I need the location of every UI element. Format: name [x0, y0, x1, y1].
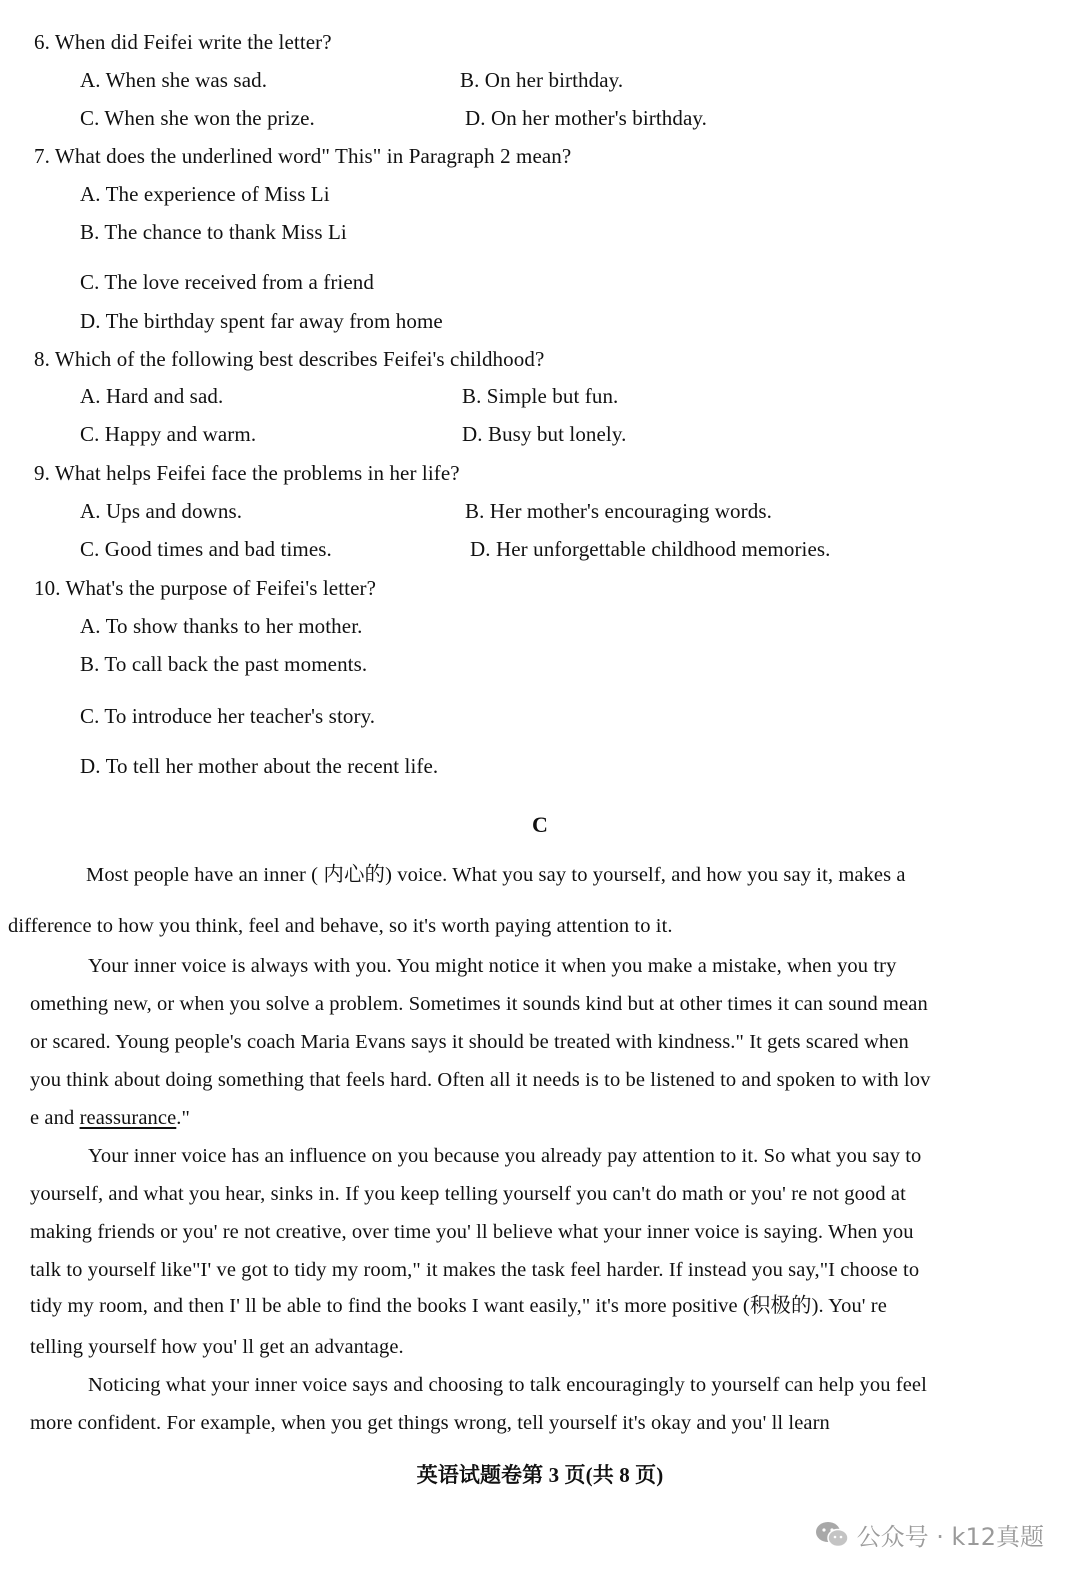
question-8-option-b: B. Simple but fun. [462, 384, 619, 408]
question-9-option-b: B. Her mother's encouraging words. [465, 499, 772, 523]
question-6-option-d: D. On her mother's birthday. [465, 106, 708, 130]
question-10-option-a: A. To show thanks to her mother. [80, 614, 363, 638]
question-8-option-d: D. Busy but lonely. [462, 422, 627, 446]
passage-p3-line-5: tidy my room, and then I' ll be able to find the books I want easily," it's more positive (积极的). You' re [30, 1295, 887, 1317]
passage-p2-last-suffix: ." [176, 1107, 190, 1129]
passage-p2-line-4: you think about doing something that feels hard. Often all it needs is to be listened to and spoken to with lov [30, 1069, 931, 1091]
question-7-stem: 7. What does the underlined word" This" in Paragraph 2 mean? [34, 144, 572, 168]
question-9-option-a: A. Ups and downs. [80, 499, 243, 523]
question-7-option-a: A. The experience of Miss Li [80, 182, 330, 206]
question-9-option-c: C. Good times and bad times. [80, 537, 332, 561]
watermark [815, 1517, 1044, 1552]
question-8-option-c: C. Happy and warm. [80, 422, 257, 446]
question-10-option-c: C. To introduce her teacher's story. [80, 704, 376, 728]
question-10-option-d: D. To tell her mother about the recent life. [80, 754, 439, 778]
passage-p2-line-3: or scared. Young people's coach Maria Evans says it should be treated with kindness." It gets scared when [30, 1031, 909, 1053]
question-7-option-b: B. The chance to thank Miss Li [80, 220, 347, 244]
question-9-option-d: D. Her unforgettable childhood memories. [470, 537, 831, 561]
question-6-option-b: B. On her birthday. [460, 68, 624, 92]
passage-p2-line-2: omething new, or when you solve a problem. Sometimes it sounds kind but at other times it can sound mean [30, 993, 928, 1015]
passage-p4-line-2: more confident. For example, when you get things wrong, tell yourself it's okay and you' ll learn [30, 1412, 830, 1434]
passage-p3-line-4: talk to yourself like"I' ve got to tidy my room," it makes the task feel harder. If instead you say,"I choose to [30, 1259, 920, 1281]
passage-p2-last-prefix: e and [30, 1107, 80, 1129]
underlined-word: reassurance [79, 1107, 177, 1129]
question-7-option-c: C. The love received from a friend [80, 270, 374, 294]
passage-p3-line-6: telling yourself how you' ll get an advantage. [30, 1336, 404, 1358]
passage-p1-line-1: Most people have an inner ( 内心的) voice. What you say to yourself, and how you say it, makes a [86, 864, 906, 886]
watermark-text: 公众号 · k12真题 [856, 1523, 1044, 1551]
question-10-option-b: B. To call back the past moments. [80, 652, 368, 676]
question-7-option-d: D. The birthday spent far away from home [80, 309, 443, 333]
passage-p2-line-5 [30, 1104, 1060, 1132]
passage-p3-line-3: making friends or you' re not creative, over time you' ll believe what your inner voice is saying. When you [30, 1221, 914, 1243]
question-10-stem: 10. What's the purpose of Feifei's letter? [34, 576, 377, 600]
question-8-stem: 8. Which of the following best describes Feifei's childhood? [34, 347, 545, 371]
passage-p3-line-1: Your inner voice has an influence on you because you already pay attention to it. So what you say to [88, 1145, 922, 1167]
page-footer: 英语试题卷第 3 页(共 8 页) [416, 1463, 664, 1487]
question-6-stem: 6. When did Feifei write the letter? [34, 30, 332, 54]
question-9-stem: 9. What helps Feifei face the problems in her life? [34, 461, 460, 485]
question-6-option-a: A. When she was sad. [80, 68, 268, 92]
passage-p1-line-2: difference to how you think, feel and behave, so it's worth paying attention to it. [8, 915, 673, 937]
section-heading: C [532, 812, 548, 837]
question-8-option-a: A. Hard and sad. [80, 384, 224, 408]
passage-p3-line-2: yourself, and what you hear, sinks in. If you keep telling yourself you can't do math or you' re not good at [30, 1183, 906, 1205]
passage-p2-line-1: Your inner voice is always with you. You might notice it when you make a mistake, when you try [88, 955, 897, 977]
passage-p4-line-1: Noticing what your inner voice says and choosing to talk encouragingly to yourself can help you feel [88, 1374, 927, 1396]
wechat-icon [815, 1521, 849, 1549]
question-6-option-c: C. When she won the prize. [80, 106, 315, 130]
